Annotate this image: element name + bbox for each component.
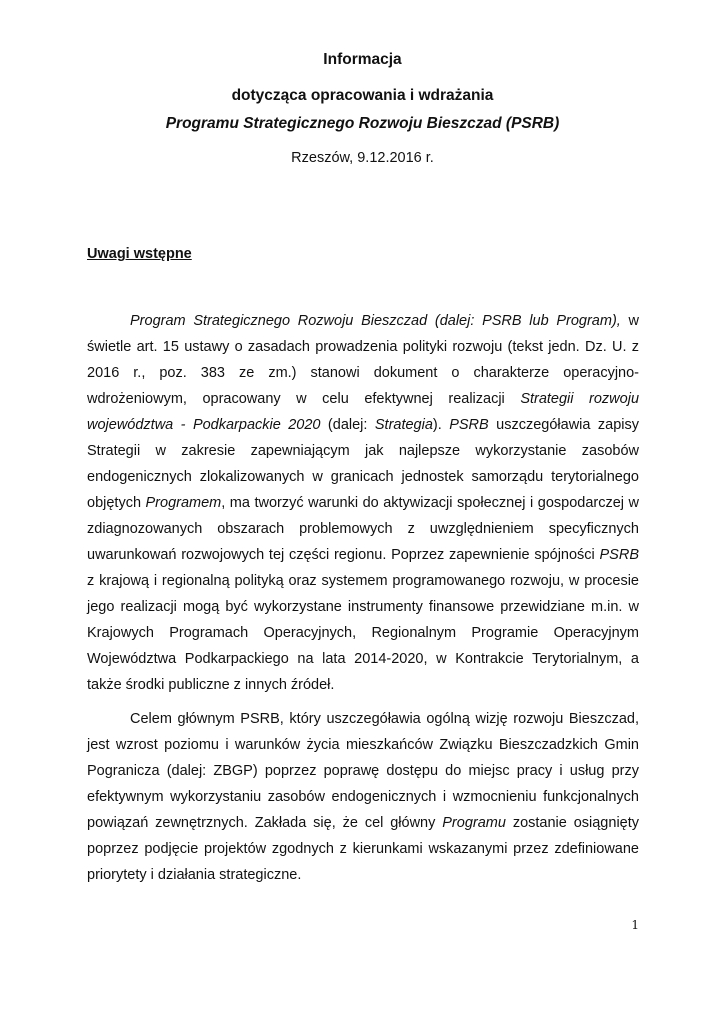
section-heading: Uwagi wstępne — [87, 246, 192, 262]
text-span: uszczegóławia zapisy Strategii w zakresie zapewniającym jak najlepsze wykorzystanie zasobów endogenicznych zlokalizowanych w granicach jednostek samorządu terytorialnego objętych — [87, 417, 639, 511]
text-span: w świetle art. 15 ustawy o zasadach prowadzenia polityki rozwoju (tekst jedn. Dz. U. z 2016 r., poz. 383 ze zm.) stanowi dokument o charakterze operacyjno-wdrożeniowym, opracowany w celu efektywnej realizacji — [87, 313, 639, 407]
text-span: ). — [432, 417, 450, 433]
paragraph-2 — [87, 706, 639, 888]
document-body — [87, 308, 639, 896]
text-span: Strategia — [374, 417, 433, 433]
text-span: Strategii rozwoju województwa - Podkarpackie 2020 — [87, 391, 640, 433]
page-number: 1 — [631, 918, 639, 932]
paragraph-1 — [87, 308, 639, 698]
place-date: Rzeszów, 9.12.2016 r. — [291, 150, 434, 166]
text-span: zostanie osiągnięty poprzez podjęcie projektów zgodnych z kierunkami wskazanymi przez zdefiniowane priorytety i działania strategiczne. — [87, 815, 640, 883]
text-span: , ma tworzyć warunki do aktywizacji społecznej i gospodarczej w zdiagnozowanych obszarach problemowych z uwzględnieniem specyficznych uwarunkowań rozwojowych tej części regionu. Poprzez zapewnienie spójności — [87, 495, 639, 563]
text-span: Program Strategicznego Rozwoju Bieszczad (dalej: PSRB lub Program), — [130, 313, 621, 329]
document-subtitle: dotycząca opracowania i wdrażania — [231, 87, 494, 104]
text-span: PSRB — [599, 547, 639, 563]
text-span: Programem — [145, 495, 222, 511]
text-span: Celem głównym PSRB, który uszczegóławia ogólną wizję rozwoju Bieszczad, jest wzrost poziomu i warunków życia mieszkańców Związku Bieszczadzkich Gmin Pogranicza (dalej: ZBGP) poprzez poprawę dostępu do miejsc pracy i usług przy efektywnym wykorzystaniu zasobów endogenicznych i wzmocnieniu funkcjonalnych powiązań zewnętrznych. Zakłada się, że cel główny — [87, 711, 639, 831]
text-span: PSRB — [449, 417, 489, 433]
text-span: z krajową i regionalną polityką oraz systemem programowanego rozwoju, w procesie jego realizacji mogą być wykorzystane instrumenty finansowe przewidziane m.in. w Krajowych Programach Operacyjnych, Regionalnym Programie Operacyjnym Województwa Podkarpackiego na lata 2014-2020, w Kontrakcie Terytorialnym, a także środki publiczne z innych źródeł. — [87, 573, 639, 693]
document-title: Informacja — [323, 51, 402, 68]
text-span: Programu — [442, 815, 506, 831]
text-span: (dalej: — [320, 417, 375, 433]
program-name: Programu Strategicznego Rozwoju Bieszczad (PSRB) — [165, 115, 560, 132]
